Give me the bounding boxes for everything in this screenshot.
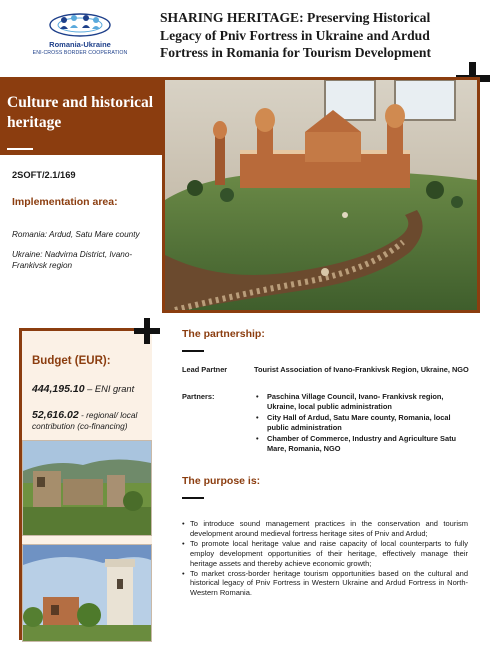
- cross-icon: [134, 318, 160, 344]
- lead-partner-label: Lead Partner: [182, 365, 228, 374]
- partners-label: Partners:: [182, 392, 215, 401]
- fortress-tower-photo: [22, 544, 152, 642]
- cofinancing-amount: 52,616.02: [32, 409, 79, 421]
- purpose-item: • To introduce sound management practices in the conservation and tourism development around medieval fortress heritage sites of Pniv and Ardud;: [182, 519, 468, 539]
- people-circle-logo-icon: [46, 12, 114, 38]
- eni-text: – ENI grant: [87, 384, 135, 394]
- budget-cofinancing: [32, 410, 150, 432]
- implementation-ukraine: Ukraine: Nadvirna District, Ivano-Frankivsk region: [12, 250, 133, 270]
- purpose-item: • To promote local heritage value and raise capacity of local counterparts to fully employ development opportunities of their heritage, effectively manage their heritage assets and thereby achieve economic growth;: [182, 539, 468, 569]
- budget-label: Budget (EUR):: [32, 355, 111, 367]
- purpose-underline: [182, 497, 204, 499]
- lead-partner-value: Tourist Association of Ivano-Frankivsk Region, Ukraine, NGO: [254, 365, 469, 374]
- project-title: SHARING HERITAGE: Preserving Historical Legacy of Pniv Fortress in Ukraine and Ardud Fortress in Romania for Tourism Development: [160, 10, 431, 60]
- eni-amount: 444,195.10: [32, 383, 85, 395]
- cofinancing-text: - regional/ local contribution (co-financing): [32, 410, 138, 431]
- purpose-title: The purpose is:: [182, 475, 261, 487]
- partners-list: [256, 392, 471, 455]
- budget-eni-grant: [32, 383, 134, 395]
- purpose-list: [182, 519, 468, 598]
- category-underline: [7, 148, 33, 150]
- partnership-title: The partnership:: [182, 328, 265, 340]
- partner-item: • City Hall of Ardud, Satu Mare county, Romania, local public administration: [256, 413, 471, 433]
- implementation-romania: Romania: Ardud, Satu Mare county: [12, 230, 140, 239]
- partner-item: • Chamber of Commerce, Industry and Agriculture Satu Mare, Romania, NGO: [256, 434, 471, 454]
- purpose-item: • To market cross-border heritage tourism opportunities based on the cultural and historical legacy of Pniv Fortress in Western Ukraine and Ardud Fortress in North-Western Romania.: [182, 569, 468, 599]
- partnership-underline: [182, 350, 204, 352]
- project-code: 2SOFT/2.1/169: [12, 170, 76, 180]
- logo-subtitle: ENI-CROSS BORDER COOPERATION: [32, 50, 128, 56]
- fortress-model-photo: [162, 77, 480, 313]
- fortress-ruins-photo: [22, 440, 152, 536]
- category-title: Culture and historical heritage: [7, 94, 154, 131]
- logo-title: Romania-Ukraine: [49, 40, 111, 49]
- program-logo: [20, 8, 140, 66]
- implementation-area-label: Implementation area:: [12, 196, 118, 208]
- partner-item: • Paschina Village Council, Ivano- Frankivsk region, Ukraine, local public administration: [256, 392, 471, 412]
